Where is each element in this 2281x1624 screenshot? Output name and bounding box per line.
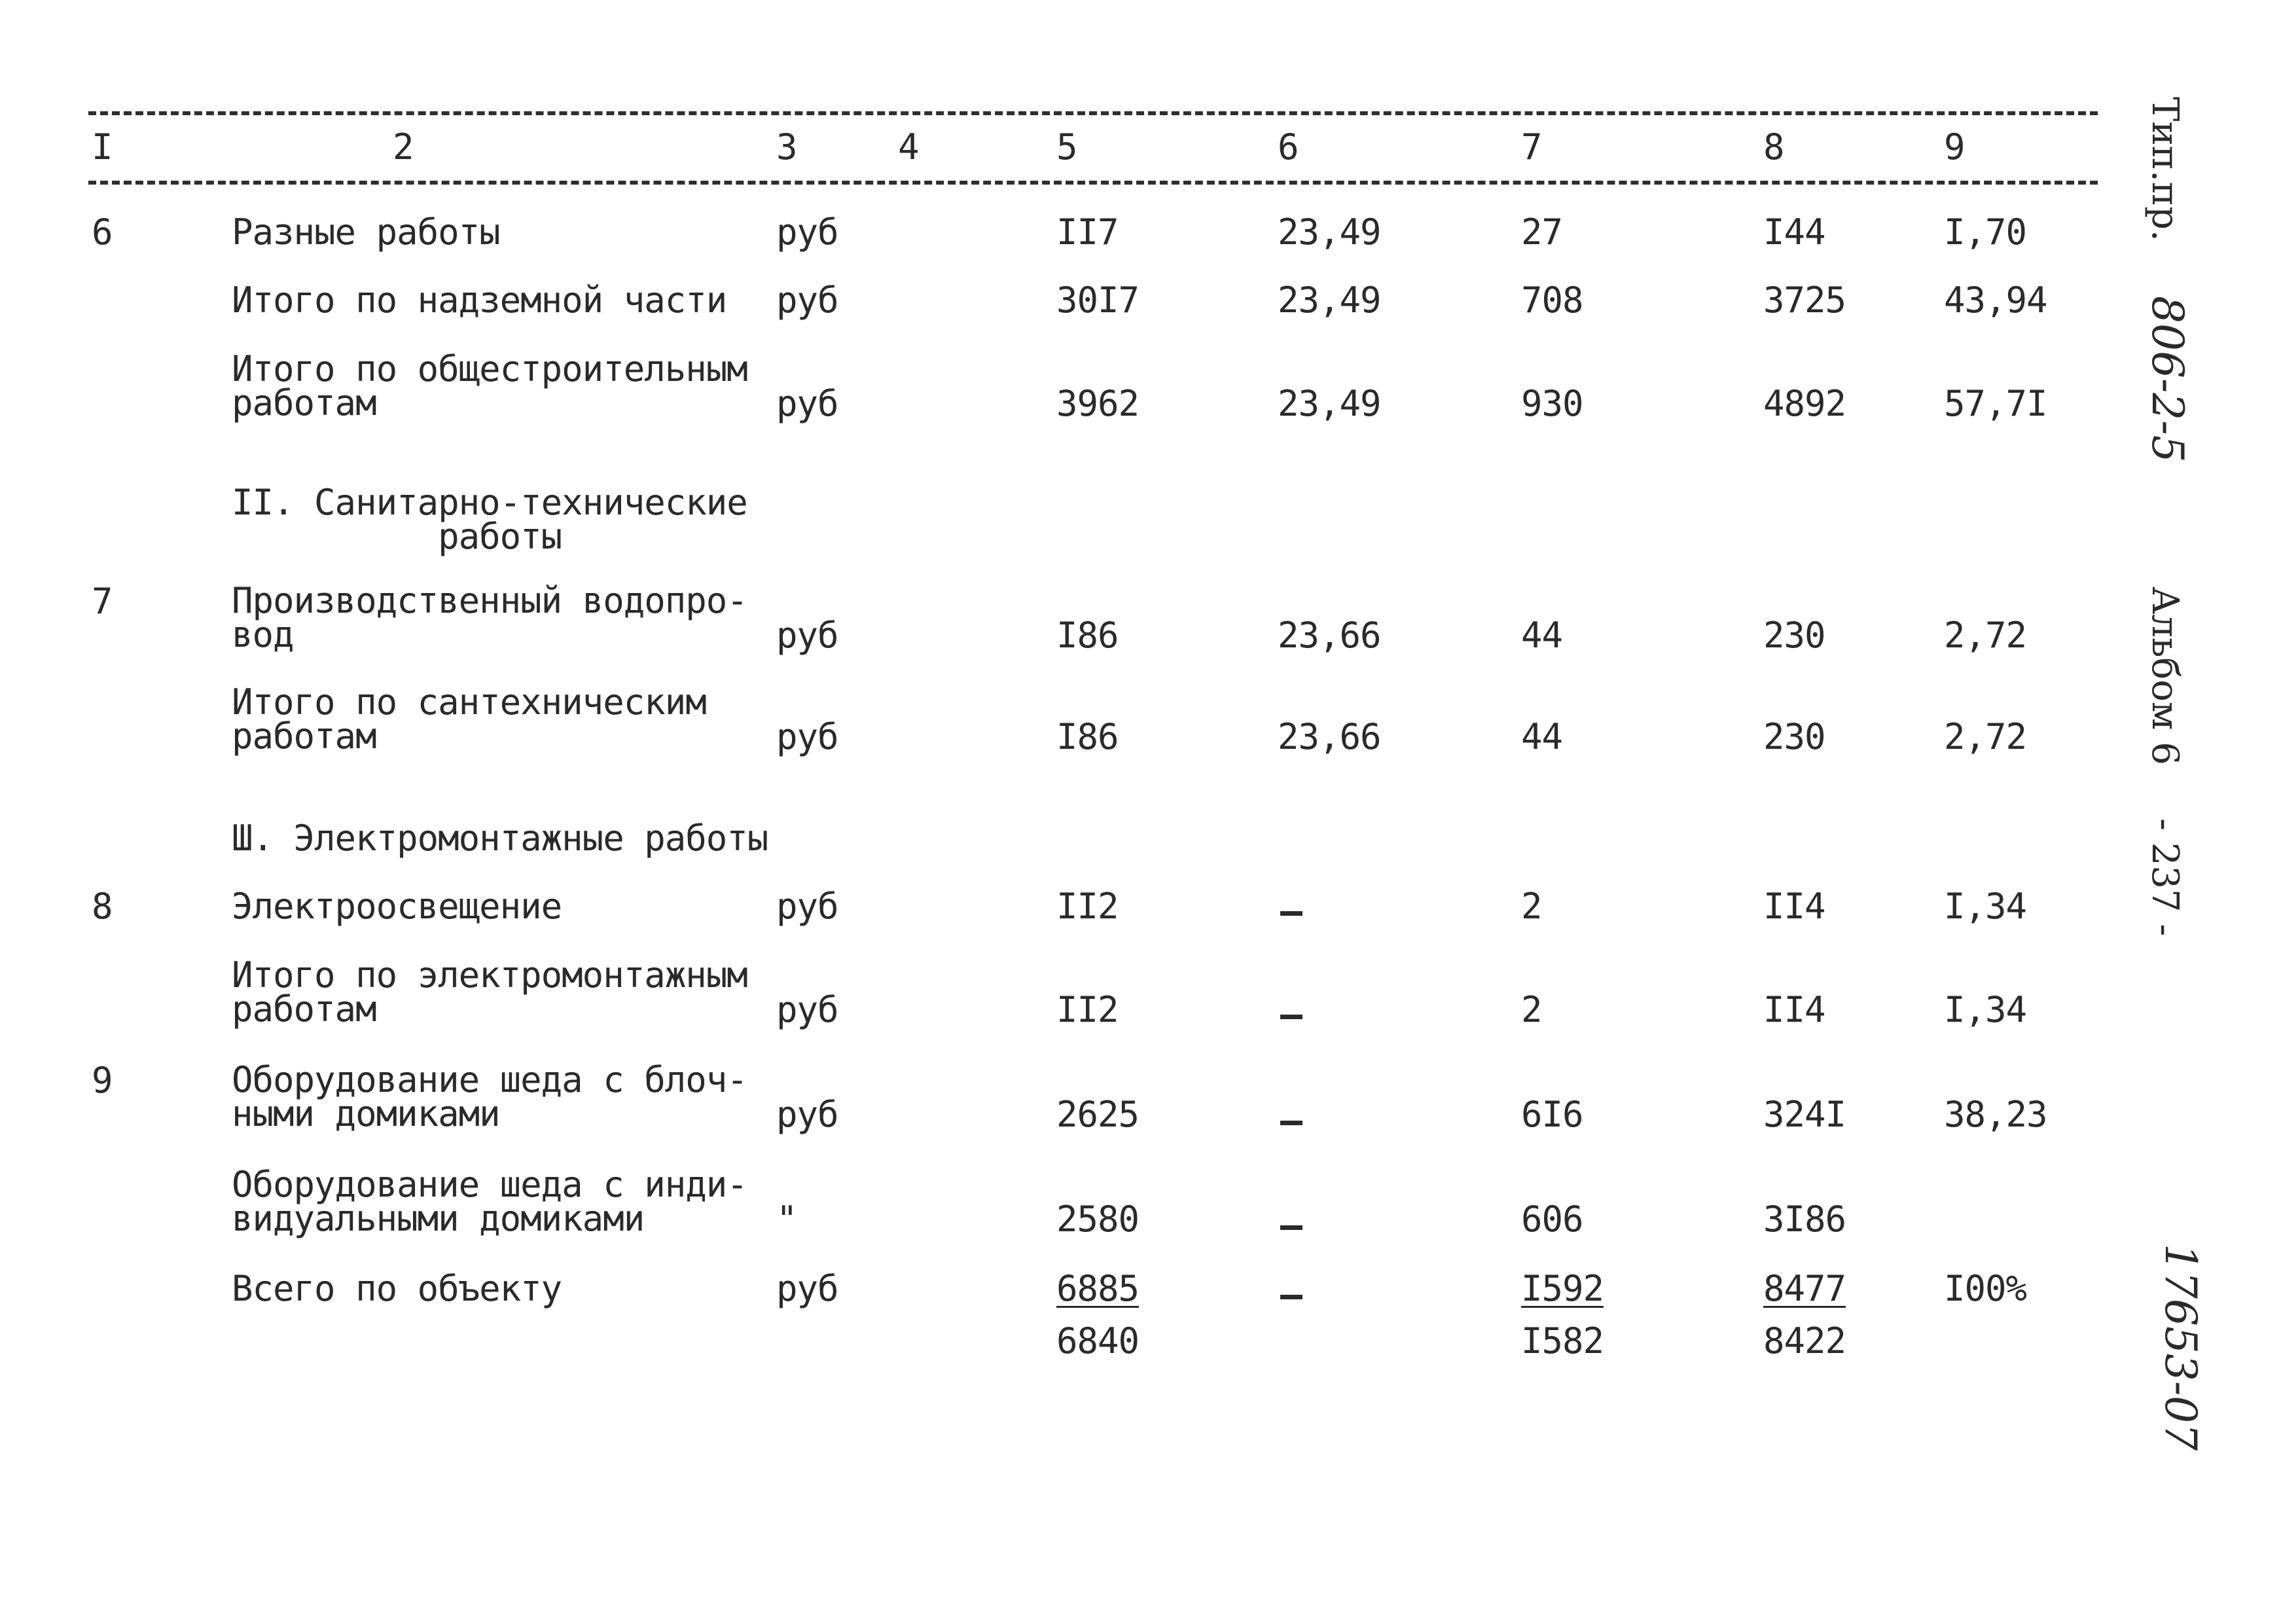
row-col6: 23,66	[1278, 615, 1381, 656]
row-col6: 23,49	[1278, 383, 1381, 424]
row-name: Итого по надземной части	[232, 280, 727, 321]
section-heading: II. Санитарно-технические работы	[232, 482, 747, 557]
row-name: Оборудование шеда с инди- видуальными домиками	[232, 1164, 747, 1239]
row-number: 9	[92, 1060, 113, 1101]
row-col5: 3962	[1056, 383, 1140, 424]
row-col9: 2,72	[1944, 716, 2027, 757]
row-col7: I592	[1521, 1268, 1604, 1309]
row-col8: I44	[1763, 211, 1825, 253]
col-header-4: 4	[898, 126, 919, 168]
col-header-7: 7	[1521, 126, 1542, 168]
row-col8: 324I	[1763, 1094, 1846, 1135]
row-name: Всего по объекту	[232, 1268, 562, 1309]
margin-type-project: Тип.пр.	[2144, 97, 2186, 242]
row-number: 6	[92, 211, 113, 253]
row-unit: руб	[776, 211, 838, 253]
row-col5: 6885	[1056, 1268, 1140, 1309]
row-name: Итого по электромонтажным работам	[232, 954, 747, 1030]
row-col7: 708	[1521, 280, 1583, 321]
row-col7-alt: I582	[1521, 1320, 1604, 1362]
row-col5: II2	[1056, 886, 1119, 927]
col-header-2: 2	[393, 126, 414, 168]
row-col9: 2,72	[1944, 615, 2027, 656]
row-unit: "	[776, 1199, 797, 1240]
margin-album: Альбом 6	[2144, 586, 2186, 765]
row-col5: 2625	[1056, 1094, 1140, 1135]
row-col5: I86	[1056, 716, 1119, 757]
row-col8: 4892	[1763, 383, 1846, 424]
row-col9: 57,7I	[1944, 383, 2047, 424]
row-col8: 3725	[1763, 280, 1846, 321]
row-col7: 44	[1521, 615, 1563, 656]
margin-page-number: - 237 -	[2144, 818, 2186, 937]
row-col7: 27	[1521, 211, 1563, 253]
col-header-5: 5	[1056, 126, 1077, 168]
row-col7: 6I6	[1521, 1094, 1583, 1135]
row-col7: 606	[1521, 1199, 1583, 1240]
row-unit: руб	[776, 383, 838, 424]
row-unit: руб	[776, 886, 838, 927]
row-col6: 23,66	[1278, 716, 1381, 757]
section-heading: Ш. Электромонтажные работы	[232, 818, 768, 859]
row-col9: I,34	[1944, 989, 2027, 1030]
row-unit: руб	[776, 1268, 838, 1309]
col-header-1: I	[92, 126, 113, 168]
row-col8: 3I86	[1763, 1199, 1846, 1240]
row-col8: II4	[1763, 886, 1825, 927]
dash-mark	[1280, 1225, 1302, 1230]
row-unit: руб	[776, 716, 838, 757]
row-col8: 230	[1763, 615, 1825, 656]
dash-mark	[1280, 1015, 1302, 1019]
col-header-6: 6	[1278, 126, 1299, 168]
col-header-3: 3	[776, 126, 797, 168]
row-col5: 30I7	[1056, 280, 1140, 321]
row-name: Разные работы	[232, 211, 500, 253]
row-col8: II4	[1763, 989, 1825, 1030]
header-top-rule	[88, 111, 2098, 115]
col-header-8: 8	[1763, 126, 1784, 168]
col-header-9: 9	[1944, 126, 1965, 168]
row-col9: I00%	[1944, 1268, 2027, 1309]
row-number: 8	[92, 886, 113, 927]
row-col7: 930	[1521, 383, 1583, 424]
row-col7: 2	[1521, 886, 1542, 927]
header-bottom-rule	[88, 181, 2098, 185]
row-col6: 23,49	[1278, 280, 1381, 321]
row-name: Оборудование шеда с блоч- ными домиками	[232, 1059, 747, 1134]
row-col5: I86	[1056, 615, 1119, 656]
row-col8-alt: 8422	[1763, 1320, 1846, 1362]
margin-code: 806-2-5	[2142, 296, 2193, 463]
row-unit: руб	[776, 280, 838, 321]
dash-mark	[1280, 911, 1302, 916]
row-name: Итого по общестроительным работам	[232, 348, 747, 424]
row-number: 7	[92, 581, 113, 622]
margin-inventory-number: 17653-07	[2155, 1244, 2206, 1451]
row-col7: 44	[1521, 716, 1563, 757]
row-unit: руб	[776, 615, 838, 656]
row-col5: II2	[1056, 989, 1119, 1030]
row-unit: руб	[776, 1094, 838, 1135]
row-name: Производственный водопро- вод	[232, 580, 747, 655]
row-unit: руб	[776, 989, 838, 1030]
row-col6: 23,49	[1278, 211, 1381, 253]
row-col8: 8477	[1763, 1268, 1846, 1309]
row-col5: II7	[1056, 211, 1119, 253]
row-col9: 43,94	[1944, 280, 2047, 321]
row-col9: I,70	[1944, 211, 2027, 253]
row-col5-alt: 6840	[1056, 1320, 1140, 1362]
row-name: Электроосвещение	[232, 886, 562, 927]
row-col7: 2	[1521, 989, 1542, 1030]
row-col8: 230	[1763, 716, 1825, 757]
dash-mark	[1280, 1121, 1302, 1125]
row-name: Итого по сантехническим работам	[232, 681, 706, 757]
dash-mark	[1280, 1295, 1302, 1299]
row-col5: 2580	[1056, 1199, 1140, 1240]
row-col9: I,34	[1944, 886, 2027, 927]
row-col9: 38,23	[1944, 1094, 2047, 1135]
